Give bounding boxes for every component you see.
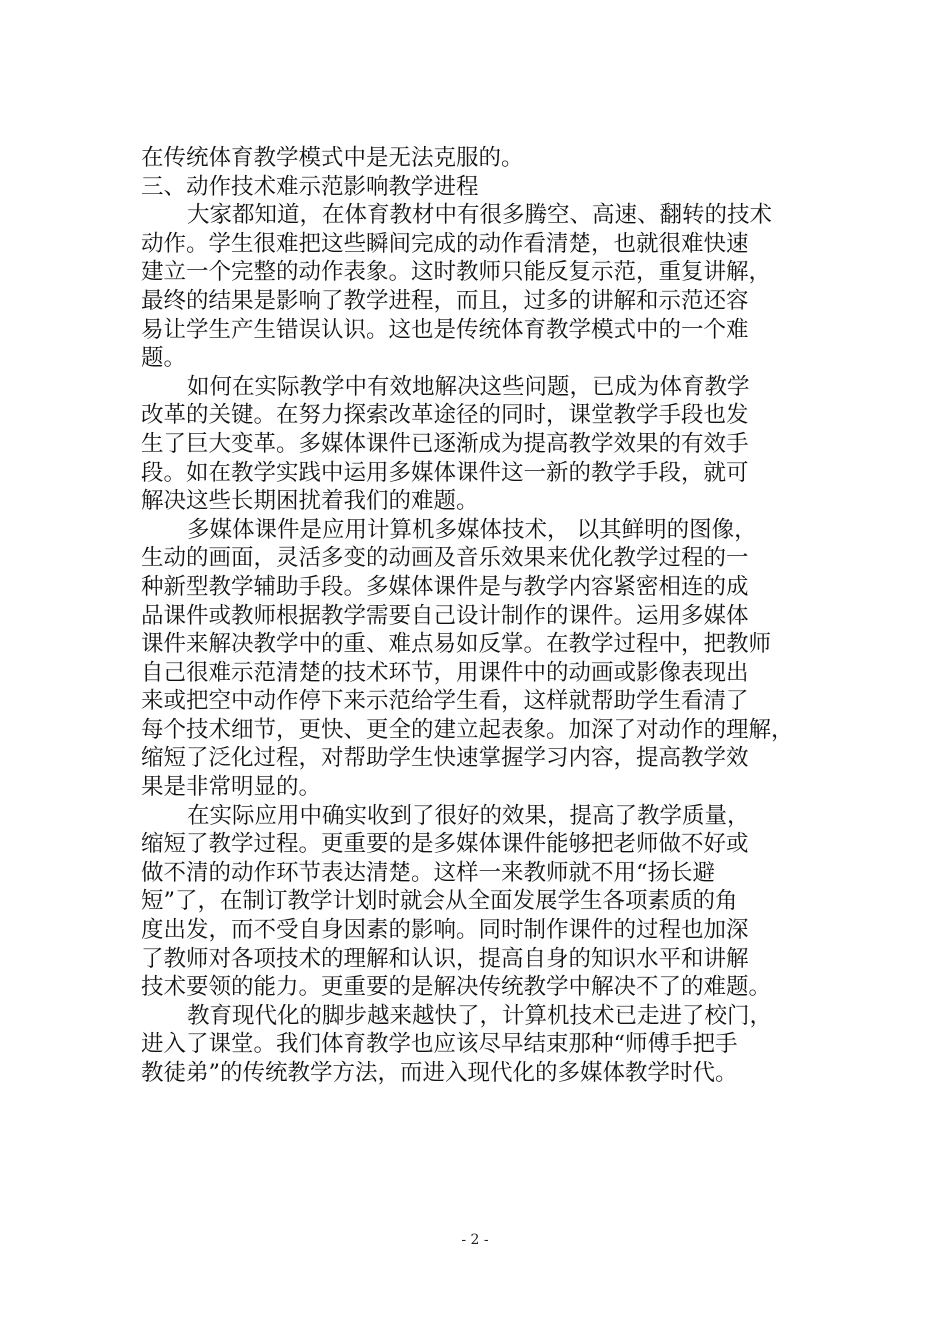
text-line: 大家都知道，在体育教材中有很多腾空、高速、翻转的技术 — [187, 202, 773, 229]
text-line: 如何在实际教学中有效地解决这些问题，已成为体育教学 — [187, 373, 750, 400]
text-line: 进入了课堂。我们体育教学也应该尽早结束那种“师傅手把手 — [141, 1031, 738, 1058]
page-number: - 2 - — [461, 1232, 489, 1248]
text-line: 动作。学生很难把这些瞬间完成的动作看清楚，也就很难快速 — [141, 230, 749, 257]
text-line: 在传统体育教学模式中是无法克服的。 — [141, 145, 524, 171]
text-line: 生了巨大变革。多媒体课件已逐渐成为提高教学效果的有效手 — [141, 430, 749, 457]
text-line: 度出发，而不受自身因素的影响。同时制作课件的过程也加深 — [141, 917, 749, 944]
text-line: 短”了，在制订教学计划时就会从全面发展学生各项素质的角 — [141, 888, 738, 915]
text-line: 易让学生产生错误认识。这也是传统体育教学模式中的一个难 — [141, 316, 749, 343]
paragraph — [141, 1002, 831, 1088]
paragraph — [141, 201, 831, 373]
text-line: 来或把空中动作停下来示范给学生看，这样就帮助学生看清了 — [141, 688, 749, 715]
text-line: 段。如在教学实践中运用多媒体课件这一新的教学手段，就可 — [141, 459, 749, 486]
text-line: 建立一个完整的动作表象。这时教师只能反复示范，重复讲解， — [141, 259, 772, 286]
text-line: 了教师对各项技术的理解和认识，提高自身的知识水平和讲解 — [141, 945, 749, 972]
text-line: 改革的关键。在努力探索改革途径的同时，课堂教学手段也发 — [141, 402, 749, 429]
text-line: 技术要领的能力。更重要的是解决传统教学中解决不了的难题。 — [141, 974, 772, 1001]
section-heading — [141, 173, 831, 202]
text-line: 做不清的动作环节表达清楚。这样一来教师就不用“扬长避 — [141, 859, 716, 886]
paragraph — [141, 373, 831, 516]
text-line: 多媒体课件是应用计算机多媒体技术， 以其鲜明的图像， — [187, 516, 757, 543]
text-line: 生动的画面，灵活多变的动画及音乐效果来优化教学过程的一 — [141, 545, 749, 572]
text-line: 缩短了泛化过程，对帮助学生快速掌握学习内容，提高教学效 — [141, 745, 749, 772]
text-line: 果是非常明显的。 — [141, 774, 322, 801]
text-line: 解决这些长期困扰着我们的难题。 — [141, 488, 479, 515]
text-line: 教育现代化的脚步越来越快了，计算机技术已走进了校门， — [187, 1002, 773, 1029]
continuation-text — [141, 144, 831, 173]
text-line: 缩短了教学过程。更重要的是多媒体课件能够把老师做不好或 — [141, 831, 749, 858]
text-line: 三、动作技术难示范影响教学进程 — [141, 173, 479, 200]
text-line: 题。 — [141, 345, 187, 372]
text-line: 种新型教学辅助手段。多媒体课件是与教学内容紧密相连的成 — [141, 573, 749, 600]
text-line: 每个技术细节，更快、更全的建立起表象。加深了对动作的理解， — [141, 716, 794, 743]
text-line: 课件来解决教学中的重、难点易如反掌。在教学过程中，把教师 — [141, 631, 772, 658]
paragraph — [141, 802, 831, 1002]
document-body — [141, 144, 831, 1088]
text-line: 教徒弟”的传统教学方法，而进入现代化的多媒体教学时代。 — [141, 1060, 738, 1086]
text-line: 在实际应用中确实收到了很好的效果，提高了教学质量， — [187, 802, 750, 829]
text-line: 品课件或教师根据教学需要自己设计制作的课件。运用多媒体 — [141, 602, 749, 629]
paragraph — [141, 516, 831, 802]
text-line: 自己很难示范清楚的技术环节，用课件中的动画或影像表现出 — [141, 659, 749, 686]
text-line: 最终的结果是影响了教学进程，而且，过多的讲解和示范还容 — [141, 287, 749, 314]
